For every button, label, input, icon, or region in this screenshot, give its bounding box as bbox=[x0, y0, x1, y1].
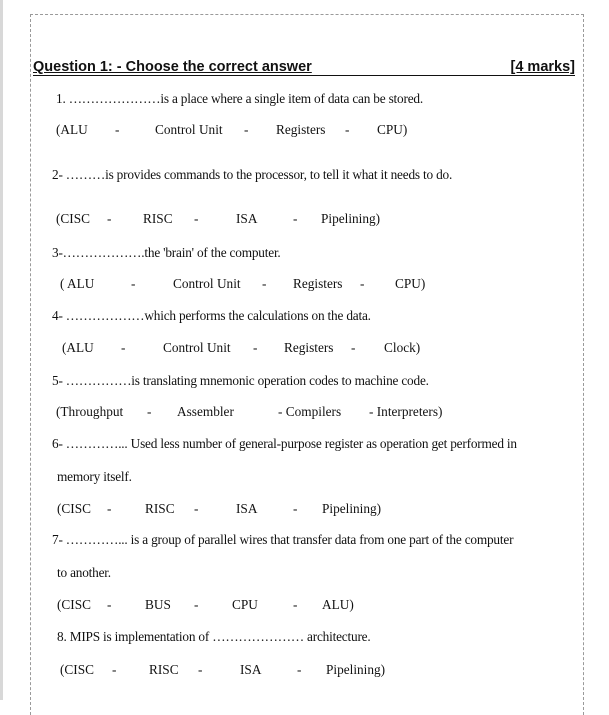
answer-option: (Throughput bbox=[56, 404, 124, 419]
option-separator: - bbox=[293, 211, 298, 226]
question-text: 8. MIPS is implementation of ………………… architecture. bbox=[57, 629, 371, 644]
option-separator: - bbox=[147, 404, 152, 419]
question-text: 1. …………………is a place where a single item of data can be stored. bbox=[56, 91, 423, 106]
answer-option: Control Unit bbox=[155, 122, 223, 137]
answer-option: ( ALU bbox=[60, 276, 95, 291]
page-frame bbox=[30, 14, 584, 715]
question-text: 5- ……………is translating mnemonic operation codes to machine code. bbox=[52, 373, 429, 388]
answer-option: Pipelining) bbox=[326, 662, 386, 677]
left-margin-bar bbox=[0, 0, 3, 700]
answer-option: CPU) bbox=[395, 276, 426, 291]
option-separator: - bbox=[360, 276, 365, 291]
question-text: 2- ………is provides commands to the processor, to tell it what it needs to do. bbox=[52, 167, 453, 182]
option-separator: - bbox=[297, 662, 302, 677]
option-separator: - bbox=[198, 662, 203, 677]
option-separator: - bbox=[351, 340, 356, 355]
answer-option: Registers bbox=[284, 340, 334, 355]
answer-option: ISA bbox=[236, 211, 258, 226]
question-text-continuation: to another. bbox=[57, 565, 111, 580]
option-separator: - bbox=[244, 122, 249, 137]
answer-option: RISC bbox=[145, 501, 175, 516]
question-text: 3-……………….the 'brain' of the computer. bbox=[52, 245, 281, 260]
option-separator: - bbox=[107, 211, 112, 226]
answer-option: - Compilers bbox=[278, 404, 342, 419]
answer-option: Registers bbox=[276, 122, 326, 137]
option-separator: - bbox=[253, 340, 258, 355]
option-separator: - bbox=[262, 276, 267, 291]
option-separator: - bbox=[194, 597, 199, 612]
option-separator: - bbox=[107, 501, 112, 516]
answer-option: Registers bbox=[293, 276, 343, 291]
question-text: 7- …………... is a group of parallel wires that transfer data from one part of the computer bbox=[52, 532, 514, 547]
answer-option: (ALU bbox=[62, 340, 94, 355]
option-separator: - bbox=[293, 597, 298, 612]
option-separator: - bbox=[194, 501, 199, 516]
option-separator: - bbox=[194, 211, 199, 226]
answer-option: Control Unit bbox=[163, 340, 231, 355]
answer-option: (CISC bbox=[56, 211, 90, 226]
answer-option: Pipelining) bbox=[322, 501, 382, 516]
answer-option: (CISC bbox=[60, 662, 94, 677]
answer-option: Control Unit bbox=[173, 276, 241, 291]
option-separator: - bbox=[112, 662, 117, 677]
option-separator: - bbox=[345, 122, 350, 137]
answer-option: Assembler bbox=[177, 404, 234, 419]
answer-option: (ALU bbox=[56, 122, 88, 137]
answer-option: Pipelining) bbox=[321, 211, 381, 226]
answer-option: (CISC bbox=[57, 597, 91, 612]
answer-option: RISC bbox=[143, 211, 173, 226]
option-separator: - bbox=[115, 122, 120, 137]
question-heading bbox=[33, 59, 575, 76]
answer-option: CPU bbox=[232, 597, 258, 612]
heading-marks: [4 marks] bbox=[510, 59, 575, 75]
option-separator: - bbox=[131, 276, 136, 291]
answer-option: Clock) bbox=[384, 340, 421, 355]
answer-option: BUS bbox=[145, 597, 171, 612]
answer-option: RISC bbox=[149, 662, 179, 677]
answer-option: CPU) bbox=[377, 122, 408, 137]
heading-title: Question 1: - Choose the correct answer bbox=[33, 59, 312, 75]
option-separator: - bbox=[121, 340, 126, 355]
option-separator: - bbox=[107, 597, 112, 612]
answer-option: - Interpreters) bbox=[369, 404, 443, 419]
answer-option: ISA bbox=[236, 501, 258, 516]
answer-option: ISA bbox=[240, 662, 262, 677]
question-text: 4- ………………which performs the calculations on the data. bbox=[52, 308, 371, 323]
answer-option: (CISC bbox=[57, 501, 91, 516]
question-text: 6- …………... Used less number of general-purpose register as operation get performed in bbox=[52, 436, 517, 451]
question-text-continuation: memory itself. bbox=[57, 469, 132, 484]
answer-option: ALU) bbox=[322, 597, 354, 612]
option-separator: - bbox=[293, 501, 298, 516]
